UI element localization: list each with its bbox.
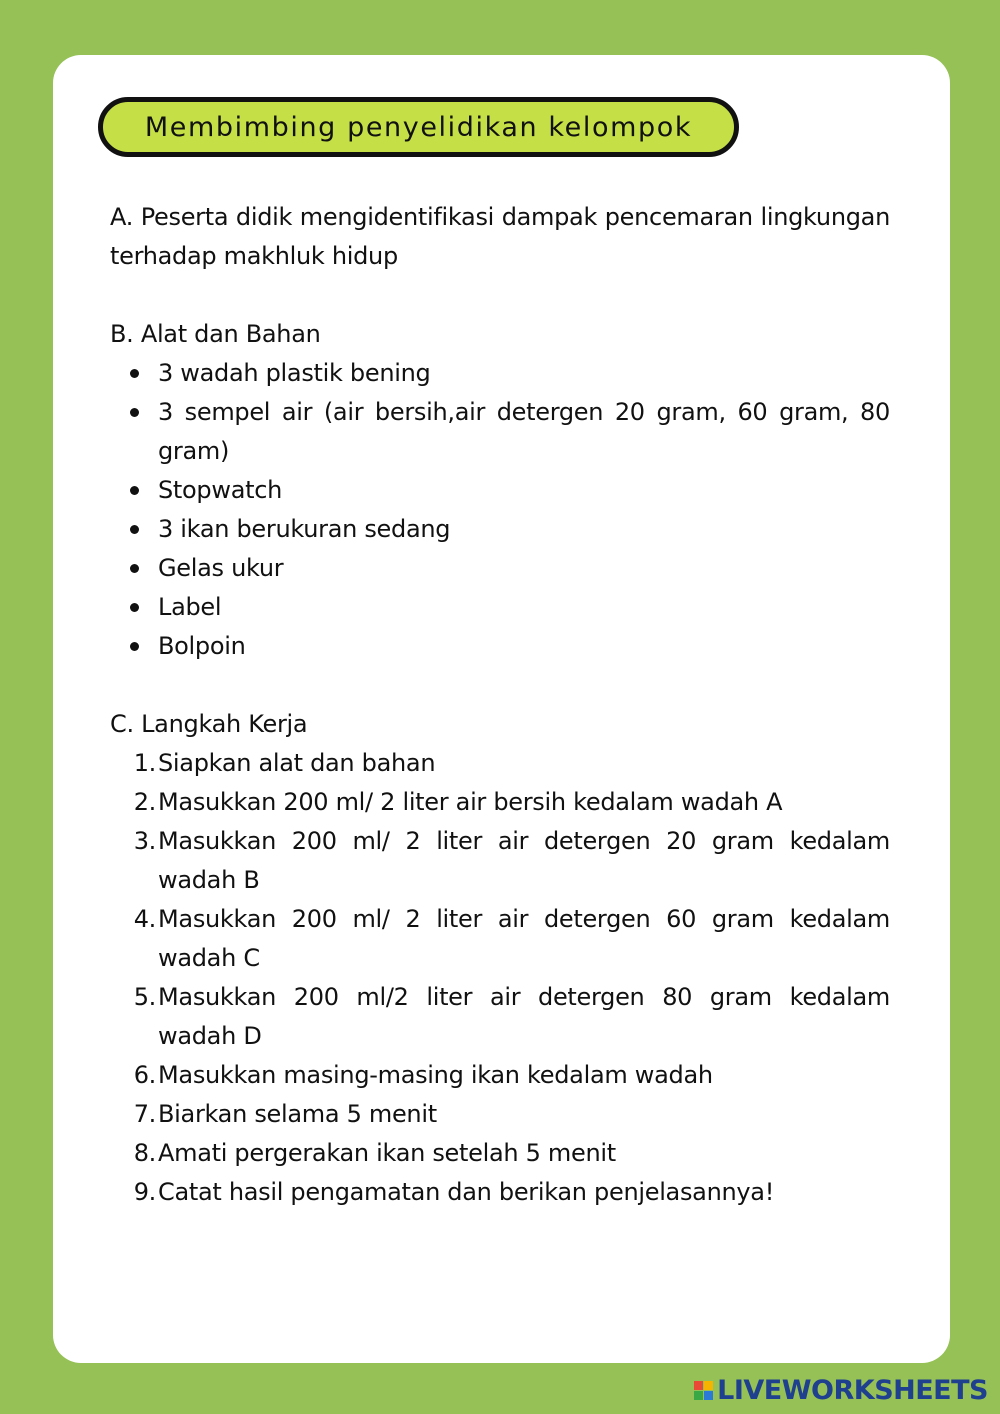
list-item: 3 ikan berukuran sedang (110, 510, 890, 549)
page-title: Membimbing penyelidikan kelompok (98, 97, 739, 157)
worksheet-content (110, 198, 890, 1212)
step-item: 1. Siapkan alat dan bahan (110, 744, 890, 783)
list-item: Label (110, 588, 890, 627)
list-item: Bolpoin (110, 627, 890, 666)
step-number: 3. (133, 827, 156, 855)
list-item: 3 wadah plastik bening (110, 354, 890, 393)
bullet-icon (130, 564, 139, 573)
liveworksheets-logo[interactable] (694, 1375, 988, 1405)
step-number: 4. (133, 905, 156, 933)
step-item: 3. Masukkan 200 ml/ 2 liter air detergen 20 gram kedalam wadah B (110, 822, 890, 900)
bullet-icon (130, 408, 139, 417)
step-number: 5. (133, 983, 156, 1011)
bullet-icon (130, 525, 139, 534)
bullet-icon (130, 486, 139, 495)
liveworksheets-logo-icon (694, 1381, 713, 1400)
list-item: 3 sempel air (air bersih,air detergen 20 gram, 60 gram, 80 gram) (110, 393, 890, 471)
step-item: 9. Catat hasil pengamatan dan berikan penjelasannya! (110, 1173, 890, 1212)
brand-name: LIVEWORKSHEETS (717, 1374, 988, 1406)
step-number: 2. (133, 788, 156, 816)
section-c-heading: C. Langkah Kerja (110, 710, 308, 738)
bullet-icon (130, 369, 139, 378)
list-item: Gelas ukur (110, 549, 890, 588)
section-c (110, 705, 890, 1212)
step-item: 5. Masukkan 200 ml/2 liter air detergen 80 gram kedalam wadah D (110, 978, 890, 1056)
list-item: Stopwatch (110, 471, 890, 510)
section-b (110, 315, 890, 666)
step-number: 8. (133, 1139, 156, 1167)
step-number: 6. (133, 1061, 156, 1089)
steps-list (110, 744, 890, 1212)
step-item: 8. Amati pergerakan ikan setelah 5 menit (110, 1134, 890, 1173)
materials-list (110, 354, 890, 666)
section-b-heading: B. Alat dan Bahan (110, 320, 321, 348)
step-item: 4. Masukkan 200 ml/ 2 liter air detergen 60 gram kedalam wadah C (110, 900, 890, 978)
step-number: 9. (133, 1178, 156, 1206)
step-item: 7. Biarkan selama 5 menit (110, 1095, 890, 1134)
bullet-icon (130, 642, 139, 651)
step-number: 7. (133, 1100, 156, 1128)
bullet-icon (130, 603, 139, 612)
section-a-text: A. Peserta didik mengidentifikasi dampak pencemaran lingkungan terhadap makhluk hidup (110, 203, 890, 270)
step-number: 1. (133, 749, 156, 777)
step-item: 6. Masukkan masing-masing ikan kedalam wadah (110, 1056, 890, 1095)
step-item: 2. Masukkan 200 ml/ 2 liter air bersih kedalam wadah A (110, 783, 890, 822)
